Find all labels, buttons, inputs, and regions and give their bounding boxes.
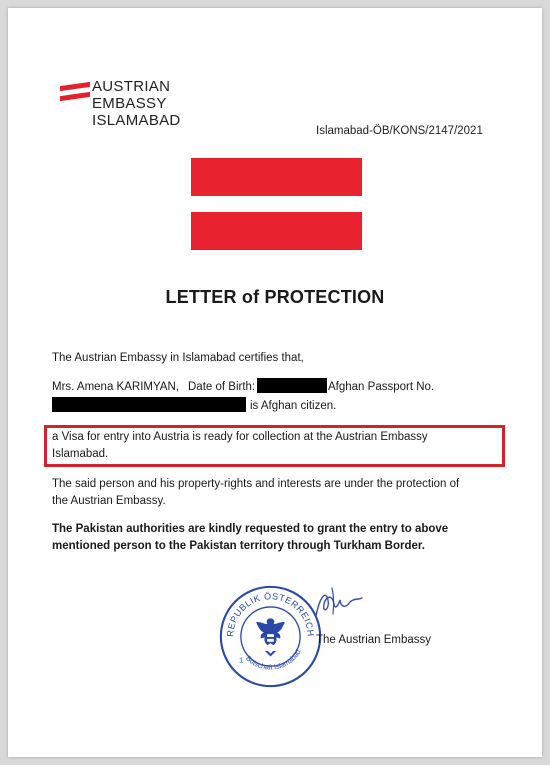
letter-title: LETTER of PROTECTION — [165, 287, 385, 307]
request-text-line-2: mentioned person to the Pakistan territory through Turkham Border. — [52, 540, 425, 552]
letter-page — [8, 8, 542, 757]
letterhead-line-1: AUSTRIAN — [92, 78, 171, 95]
signoff-text: The Austrian Embassy — [316, 634, 432, 646]
request-text-line-1: The Pakistan authorities are kindly requested to grant the entry to above — [52, 523, 449, 535]
reference-number: Islamabad-ÖB/KONS/2147/2021 — [316, 125, 483, 137]
stamp-number: 1 — [239, 655, 244, 665]
dob-label: Date of Birth: — [188, 381, 256, 393]
embassy-letterhead — [92, 78, 181, 129]
redaction-passport — [52, 397, 246, 412]
flag-stripe-top — [191, 158, 362, 196]
flag-stripe-bottom — [191, 212, 362, 250]
redaction-dob — [257, 378, 327, 393]
person-name: Mrs. Amena KARIMYAN, — [52, 381, 179, 393]
letterhead-line-3: ISLAMABAD — [92, 112, 181, 129]
signature-icon — [312, 586, 364, 620]
letterhead-line-2: EMBASSY — [92, 95, 167, 112]
stamp-bottom-text: Botschaft Islamabad — [244, 648, 303, 672]
citizen-text: is Afghan citizen. — [250, 400, 337, 412]
intro-text: The Austrian Embassy in Islamabad certifies that, — [52, 352, 304, 364]
stamp-ring-text: REPUBLIK ÖSTERREICH — [225, 591, 316, 638]
visa-text-line-1: a Visa for entry into Austria is ready for collection at the Austrian Embassy — [52, 431, 428, 443]
visa-text-line-2: Islamabad. — [52, 448, 109, 460]
embassy-stamp-icon — [218, 584, 323, 689]
protection-text-line-1: The said person and his property-rights and interests are under the protection of — [52, 478, 460, 490]
protection-text-line-2: the Austrian Embassy. — [52, 495, 166, 507]
passport-label: Afghan Passport No. — [328, 381, 435, 393]
